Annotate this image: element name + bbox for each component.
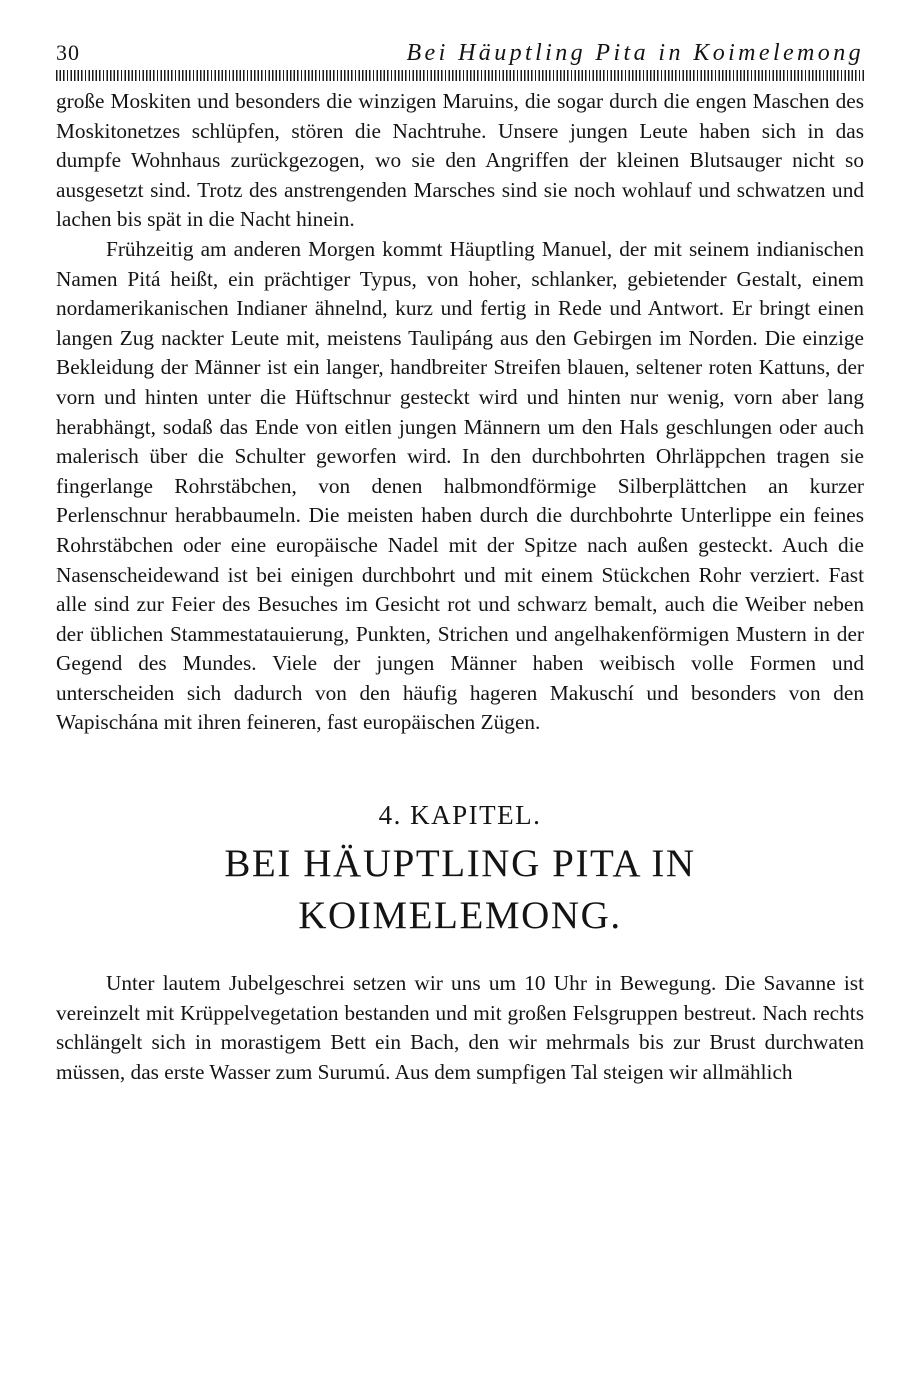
running-head bbox=[56, 40, 864, 70]
chapter-heading bbox=[56, 798, 864, 942]
chapter-number: 4. KAPITEL. bbox=[378, 800, 542, 831]
paragraph-continued: große Moskiten und besonders die winzigen Maruins, die sogar durch die engen Maschen des Moskitonetzes schlüpfen, stören die Nachtruhe. Unsere jungen Leute haben sich in das dumpfe Wohnhaus zurückgezogen, wo sie den Angriffen der kleinen Blutsauger nicht so ausgesetzt sind. Trotz des anstrengenden Marsches sind sie noch wohlauf und schwatzen und lachen bis spät in die Nacht hinein. bbox=[56, 89, 864, 232]
paragraph: Unter lautem Jubelgeschrei setzen wir uns um 10 Uhr in Bewegung. Die Savanne ist vereinzelt mit Krüppelvegetation bestanden und mit großen Felsgruppen bestreut. Nach rechts schlängelt sich in morastigem Bett ein Bach, den wir mehrmals bis zur Brust durchwaten müssen, das erste Wasser zum Surumú. Aus dem sumpfigen Tal steigen wir allmählich bbox=[56, 971, 864, 1084]
chapter-title-line: KOIMELEMONG. bbox=[298, 894, 622, 938]
chapter-body-text bbox=[56, 969, 864, 1087]
running-title: Bei Häuptling Pita in Koimelemong bbox=[406, 40, 864, 66]
chapter-title bbox=[56, 838, 864, 942]
page-number: 30 bbox=[56, 40, 80, 65]
chapter-title-line: BEI HÄUPTLING PITA IN bbox=[224, 842, 696, 886]
header-ornamental-rule bbox=[56, 70, 864, 81]
body-text bbox=[56, 87, 864, 738]
paragraph: Frühzeitig am anderen Morgen kommt Häuptling Manuel, der mit seinem indianischen Namen Pitá heißt, ein prächtiger Typus, von hoher, schlanker, gebietender Gestalt, einem nordamerikanischen Indianer ähnelnd, kurz und fertig in Rede und Antwort. Er bringt einen langen Zug nackter Leute mit, meistens Taulipáng aus den Gebirgen im Norden. Die einzige Bekleidung der Männer ist ein langer, handbreiter Streifen blauen, seltener roten Kattuns, der vorn und hinten unter die Hüftschnur gesteckt wird und hinten nur wenig, vorn aber lang herabhängt, sodaß das Ende von eitlen jungen Männern um den Hals geschlungen oder auch malerisch über die Schulter geworfen wird. In den durchbohrten Ohrläppchen tragen sie fingerlange Rohrstäbchen, von denen halbmondförmige Silberplättchen an kurzer Perlenschnur herabbaumeln. Die meisten haben durch die durchbohrte Unterlippe ein feines Rohrstäbchen oder eine europäische Nadel mit der Spitze nach außen gesteckt. Auch die Nasenscheidewand ist bei einigen durchbohrt und mit einem Stückchen Rohr verziert. Fast alle sind zur Feier des Besuches im Gesicht rot und schwarz bemalt, auch die Weiber neben der üblichen Stammestatauierung, Punkten, Strichen und angelhakenförmigen Mustern in der Gegend des Mundes. Viele der jungen Männer haben weibisch volle Formen und unterscheiden sich dadurch von den häufig hageren Makuschí und besonders von den Wapischána mit ihren feineren, fast europäischen Zügen. bbox=[56, 236, 864, 735]
book-page bbox=[56, 40, 864, 1087]
